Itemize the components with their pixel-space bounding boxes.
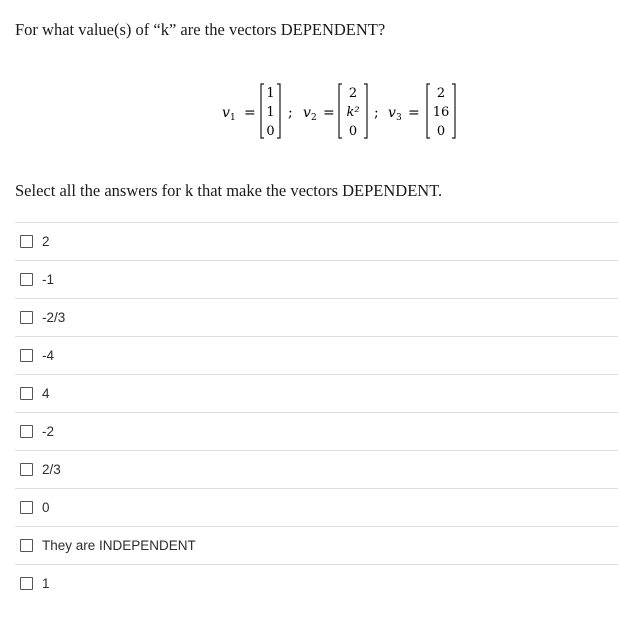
v1-entry-2: 1 <box>266 105 275 120</box>
svg-text:v: v <box>303 105 311 121</box>
equals-sign: = <box>408 105 420 121</box>
answer-options <box>15 222 618 602</box>
separator: ; <box>374 105 379 121</box>
option-label: 2 <box>42 234 50 249</box>
v2-entry-1: 2 <box>348 86 358 101</box>
option-neg-2-3[interactable] <box>15 298 618 336</box>
v2-entry-2: k² <box>346 105 360 120</box>
option-2-3[interactable] <box>15 450 618 488</box>
v3-entry-2: 16 <box>432 105 450 120</box>
option-label: -2/3 <box>42 310 66 325</box>
option-label: 0 <box>42 500 50 515</box>
svg-text:v: v <box>388 105 396 121</box>
checkbox[interactable] <box>20 273 33 286</box>
question-prompt: For what value(s) of “k” are the vectors DEPENDENT? <box>15 20 386 39</box>
v3-label <box>388 105 402 123</box>
checkbox[interactable] <box>20 501 33 514</box>
v1-entry-3: 0 <box>266 124 275 139</box>
v2-entry-3: 0 <box>348 124 358 139</box>
v1-entry-1: 1 <box>266 86 275 101</box>
checkbox[interactable] <box>20 235 33 248</box>
left-bracket <box>339 84 342 138</box>
checkbox[interactable] <box>20 577 33 590</box>
option-0[interactable] <box>15 488 618 526</box>
svg-text:3: 3 <box>396 113 402 123</box>
option-label: -2 <box>42 424 55 439</box>
v3-matrix <box>427 84 455 139</box>
option-label: -1 <box>42 272 55 287</box>
left-bracket <box>261 84 264 138</box>
right-bracket <box>452 84 455 138</box>
checkbox[interactable] <box>20 349 33 362</box>
right-bracket <box>277 84 280 138</box>
option-label: 2/3 <box>42 462 61 477</box>
left-bracket <box>427 84 430 138</box>
svg-text:1: 1 <box>230 113 236 123</box>
v1-label <box>222 105 236 123</box>
equals-sign: = <box>323 105 335 121</box>
option-label: -4 <box>42 348 55 363</box>
checkbox[interactable] <box>20 311 33 324</box>
right-bracket <box>364 84 367 138</box>
option-label: 1 <box>42 576 50 591</box>
option-4[interactable] <box>15 374 618 412</box>
option-neg-2[interactable] <box>15 412 618 450</box>
instruction-text: Select all the answers for k that make the vectors DEPENDENT. <box>15 181 443 200</box>
checkbox[interactable] <box>20 387 33 400</box>
svg-text:2: 2 <box>311 113 317 123</box>
v3-entry-1: 2 <box>436 86 446 101</box>
option-neg-1[interactable] <box>15 260 618 298</box>
option-label: 4 <box>42 386 50 401</box>
v3-entry-3: 0 <box>436 124 446 139</box>
checkbox[interactable] <box>20 425 33 438</box>
option-label: They are INDEPENDENT <box>42 538 196 553</box>
option-2[interactable] <box>15 222 618 260</box>
checkbox[interactable] <box>20 463 33 476</box>
v1-matrix <box>261 84 280 139</box>
option-neg-4[interactable] <box>15 336 618 374</box>
v2-label <box>303 105 317 123</box>
vector-equation <box>222 80 462 142</box>
equals-sign: = <box>244 105 256 121</box>
separator: ; <box>288 105 293 121</box>
svg-text:v: v <box>222 105 230 121</box>
option-independent[interactable] <box>15 526 618 564</box>
v2-matrix <box>339 84 367 139</box>
checkbox[interactable] <box>20 539 33 552</box>
option-1[interactable] <box>15 564 618 602</box>
